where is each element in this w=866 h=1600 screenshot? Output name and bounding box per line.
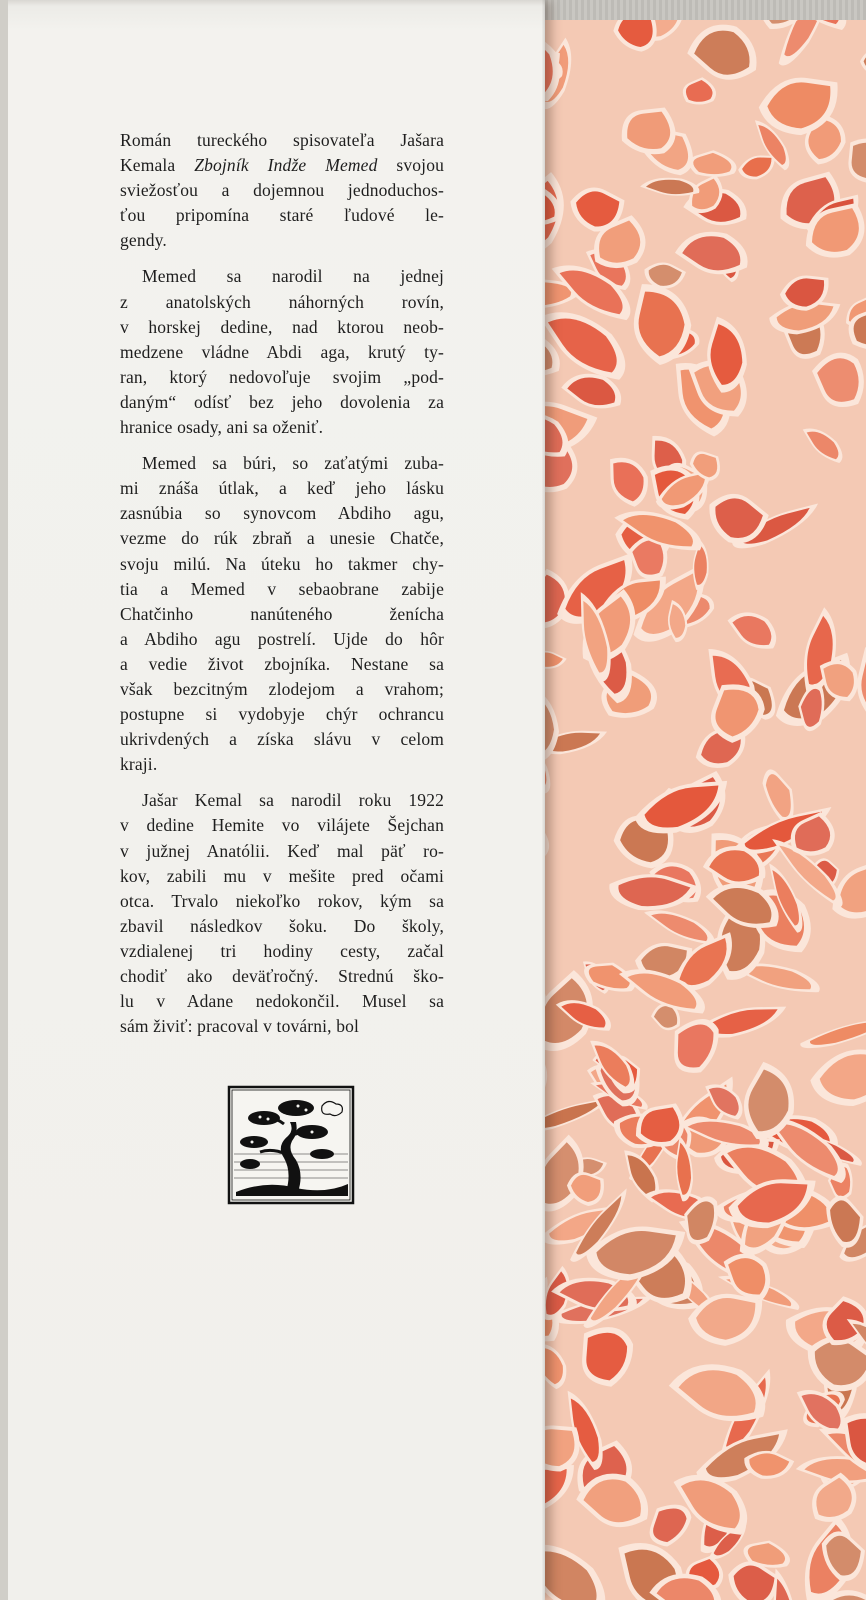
flap-text-line: sviežosťou a dojemnou jednoduchos- bbox=[120, 180, 444, 201]
paisley-shape-icon bbox=[687, 146, 739, 182]
flap-text-line: tia a Memed v sebaobrane zabije bbox=[120, 578, 444, 599]
paisley-shape-icon bbox=[665, 1357, 772, 1428]
paisley-shape-icon bbox=[618, 272, 702, 370]
flap-text-line: Chatčinho nanúteného ženícha bbox=[120, 603, 444, 624]
paisley-shape-icon bbox=[597, 447, 659, 511]
flap-text-line: však bezcitným zlodejom a vrahom; bbox=[120, 678, 444, 699]
flap-text-line: otca. Trvalo niekoľko rokov, kým sa bbox=[120, 890, 444, 911]
paisley-shape-icon bbox=[674, 230, 749, 276]
paisley-shape-icon bbox=[774, 20, 841, 72]
flap-text-line: Jašar Kemal sa narodil roku 1922 bbox=[142, 790, 444, 811]
flap-text-line: daným“ odísť bez jeho dovolenia za bbox=[120, 391, 444, 412]
paisley-shape-icon bbox=[686, 23, 757, 80]
flap-text-line: lu v Adane nedokončil. Musel sa bbox=[120, 991, 444, 1012]
flap-text-line: ťou pripomína staré ľudové le- bbox=[120, 205, 444, 226]
flap-text-line: ukrivdených a získa slávu v celom bbox=[120, 729, 444, 750]
flap-text-line: Memed sa búri, so zaťatými zuba- bbox=[142, 453, 444, 474]
flap-text-line: z anatolských náhorných rovín, bbox=[120, 291, 444, 312]
paisley-shape-icon bbox=[535, 1527, 620, 1600]
flap-text-fragment: svojou bbox=[377, 155, 444, 176]
flap-text-fragment: Kemala bbox=[120, 155, 195, 176]
paisley-pattern-icon bbox=[535, 20, 866, 1600]
flap-text-line: a vedie život zbojníka. Nestane sa bbox=[120, 653, 444, 674]
flap-text bbox=[120, 128, 444, 1050]
paisley-shape-icon bbox=[680, 73, 720, 109]
flap-text-line: ran, ktorý nedovoľuje svojim „pod- bbox=[120, 366, 444, 387]
flap-text-line: postupne si vydobyje chýr ochrancu bbox=[120, 704, 444, 725]
paisley-shape-icon bbox=[565, 1313, 647, 1395]
flap-paragraph bbox=[120, 788, 444, 1039]
flap-text-line: svoju milú. Na úteku ho takmer chy- bbox=[120, 553, 444, 574]
flap-text-line: v horskej dedine, nad ktorou neob- bbox=[120, 316, 444, 337]
paisley-shape-icon bbox=[797, 421, 849, 466]
flap-paragraph bbox=[120, 128, 444, 253]
flap-text-line: a Abdiho agu postrelí. Ujde do hôr bbox=[120, 628, 444, 649]
patterned-cover-board bbox=[535, 20, 866, 1600]
paisley-shape-icon bbox=[799, 1010, 866, 1055]
paisley-shape-icon bbox=[640, 177, 700, 197]
flap-text-line: Memed sa narodil na jednej bbox=[142, 266, 444, 287]
paisley-shape-icon bbox=[701, 875, 785, 934]
flap-text-line: Román tureckého spisovateľa Jašara bbox=[120, 130, 444, 150]
flap-text-line: vzdialenej tri hodiny cesty, začal bbox=[120, 940, 444, 961]
paisley-shape-icon bbox=[857, 42, 866, 82]
flap-text-line: kov, zabili mu v mešite pred očami bbox=[120, 865, 444, 886]
flap-text-line: zbavil následkov šoku. Do školy, bbox=[120, 915, 444, 936]
paisley-shape-icon bbox=[722, 604, 783, 654]
flap-text-line: v južnej Anatólii. Keď mal päť ro- bbox=[120, 840, 444, 861]
flap-paragraph bbox=[120, 264, 444, 440]
flap-paragraph bbox=[120, 451, 444, 777]
flap-text-line bbox=[120, 153, 444, 178]
book-title: Zbojník Indže Memed bbox=[194, 155, 378, 176]
flap-text-line: medzene vládne Abdi aga, krutý ty- bbox=[120, 341, 444, 362]
flap-text-line: vezme do rúk zbraň a unesie Chatče, bbox=[120, 528, 444, 549]
flap-text-line: mi znáša útlak, a keď jeho lásku bbox=[120, 478, 444, 499]
flap-text-line: sám živiť: pracoval v továrni, bol bbox=[120, 1016, 360, 1037]
flap-text-line: hranice osady, ani sa oženiť. bbox=[120, 417, 324, 438]
flap-text-line: chodiť ako deväťročný. Strednú ško- bbox=[120, 966, 444, 986]
flap-text-line: v dedine Hemite vo vilájete Šejchan bbox=[120, 815, 444, 836]
tree-woodcut-icon bbox=[226, 1084, 356, 1206]
flap-text-line: gendy. bbox=[120, 230, 167, 251]
flap-text-line: zasnúbia so synovcom Abdiho agu, bbox=[120, 503, 444, 524]
flap-text-line: kraji. bbox=[120, 754, 158, 775]
